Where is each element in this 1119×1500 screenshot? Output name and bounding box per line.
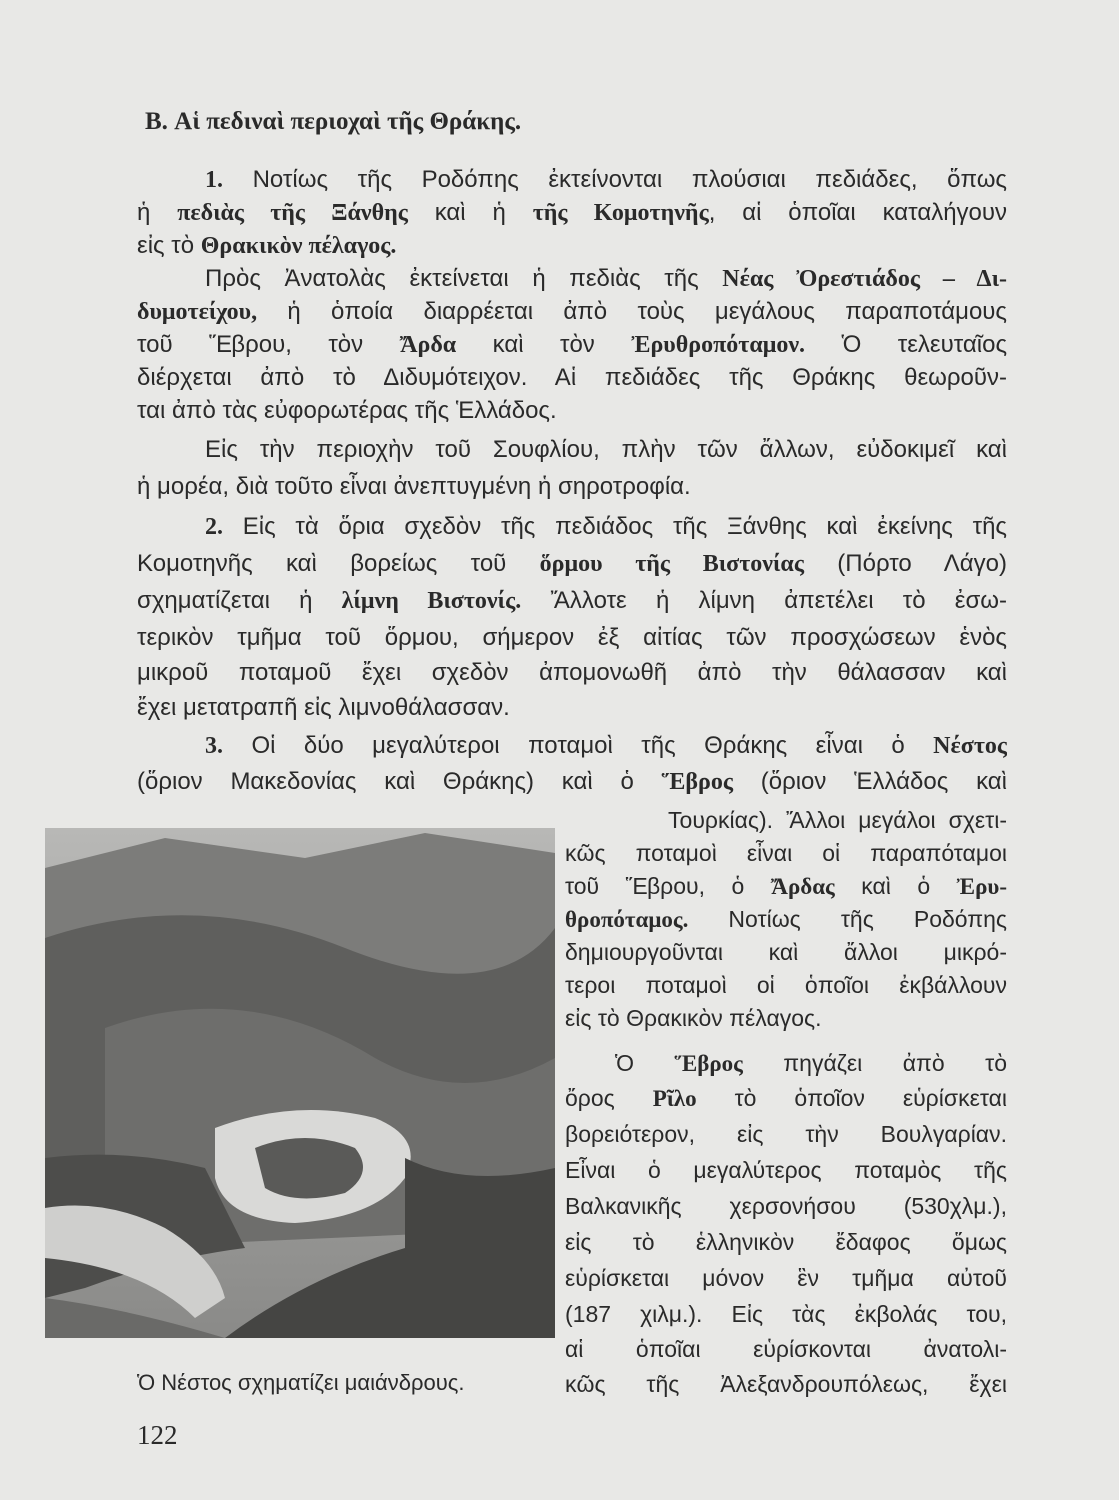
text-segment: ἡ ὁποία διαρρέεται ἀπὸ τοὺς μεγάλους παραποτάμους xyxy=(257,298,1007,325)
text-segment: τοῦ Ἕβρου, ὁ xyxy=(565,873,771,899)
text-segment: ἡ xyxy=(137,199,178,226)
text-segment: , αἱ ὁποῖαι καταλήγουν xyxy=(708,199,1007,226)
text-line xyxy=(565,1001,1007,1035)
text-segment: Νοτίως τῆς Ροδόπης ἐκτείνονται πλούσιαι πεδιάδες, ὅπως xyxy=(223,166,1007,193)
bold-term: Ἄρδας xyxy=(770,874,835,899)
text-line xyxy=(668,803,1007,837)
text-segment: διέρχεται ἀπὸ τὸ Διδυμότειχον. Αἱ πεδιάδες τῆς Θράκης θεωροῦν- xyxy=(137,364,1007,391)
text-line xyxy=(137,229,1007,263)
text-line xyxy=(205,262,1007,296)
text-line xyxy=(205,163,1007,197)
bold-term: πεδιὰς τῆς Ξάνθης xyxy=(177,200,408,226)
text-segment: εἰς τὸ ἑλληνικὸν ἔδαφος ὅμως xyxy=(565,1229,1007,1255)
text-line xyxy=(565,1081,1007,1115)
text-segment: Ἄλλοτε ἡ λίμνη ἀπετέλει τὸ ἐσω- xyxy=(521,587,1007,614)
text-segment: καὶ ὁ xyxy=(834,873,957,899)
text-line xyxy=(137,547,1007,581)
bold-term: Ἐρυ- xyxy=(956,874,1007,899)
text-line xyxy=(565,1225,1007,1259)
text-segment: Βαλκανικῆς χερσονήσου (530χλμ.), xyxy=(565,1193,1007,1219)
bold-term: δυμοτείχου, xyxy=(137,299,258,325)
text-line xyxy=(137,621,1007,655)
text-line xyxy=(137,470,1007,504)
text-line xyxy=(615,1046,1007,1080)
text-line xyxy=(137,584,1007,618)
text-line xyxy=(137,328,1007,362)
section-heading: B. Αἱ πεδιναὶ περιοχαὶ τῆς Θράκης. xyxy=(145,108,522,135)
text-segment: τεροι ποταμοὶ οἱ ὁποῖοι ἐκβάλλουν xyxy=(565,972,1007,998)
text-segment: (ὅριον Μακεδονίας καὶ Θράκης) καὶ ὁ xyxy=(137,768,662,795)
text-segment: πηγάζει ἀπὸ τὸ xyxy=(742,1050,1007,1076)
bold-term: λίμνη Βιστονίς. xyxy=(341,588,522,614)
text-segment: ἔχει μετατραπῆ εἰς λιμνοθάλασσαν. xyxy=(137,694,510,721)
bold-term: Ἕβρος xyxy=(674,1051,743,1076)
text-segment: δημιουργοῦνται καὶ ἄλλοι μικρό- xyxy=(565,939,1007,965)
text-line xyxy=(565,1117,1007,1151)
text-segment: Εἶναι ὁ μεγαλύτερος ποταμὸς τῆς xyxy=(565,1157,1007,1183)
text-line xyxy=(137,361,1007,395)
text-segment: ὄρος xyxy=(565,1085,653,1111)
text-line xyxy=(565,1189,1007,1223)
text-line xyxy=(137,765,1007,799)
text-segment: εἰς τὸ Θρακικὸν πέλαγος. xyxy=(565,1005,822,1031)
text-segment: Κομοτηνῆς καὶ βορείως τοῦ xyxy=(137,550,540,577)
text-segment: εἰς τὸ xyxy=(137,232,201,259)
bold-term: ὅρμου τῆς Βιστονίας xyxy=(539,551,804,577)
text-segment: (ὅριον Ἑλλάδος καὶ xyxy=(732,768,1007,795)
bold-term: Νέστος xyxy=(933,733,1007,759)
text-segment: σχηματίζεται ἡ xyxy=(137,587,342,614)
text-segment: Ὁ xyxy=(615,1050,675,1076)
text-segment: κῶς τῆς Ἀλεξανδρουπόλεως, ἔχει xyxy=(565,1371,1007,1397)
text-segment: βορειότερον, εἰς τὴν Βουλγαρίαν. xyxy=(565,1121,1007,1147)
text-line xyxy=(565,1367,1007,1401)
text-line xyxy=(565,836,1007,870)
page-number: 122 xyxy=(137,1420,178,1450)
bold-term: Θρακικὸν πέλαγος. xyxy=(200,233,397,259)
text-line xyxy=(205,433,1007,467)
bold-term: Ρῖλο xyxy=(652,1086,697,1111)
bold-term: Ἄρδα xyxy=(399,332,457,358)
text-line xyxy=(137,394,1007,428)
bold-term: 1. xyxy=(205,167,223,193)
text-line xyxy=(565,1153,1007,1187)
bold-term: 3. xyxy=(205,733,223,759)
text-segment: (187 χιλμ.). Εἰς τὰς ἐκβολάς του, xyxy=(565,1301,1007,1327)
text-line xyxy=(137,196,1007,230)
photo-nestos-meanders xyxy=(45,828,555,1338)
text-line xyxy=(565,1261,1007,1295)
text-segment: κῶς ποταμοὶ εἶναι οἱ παραπόταμοι xyxy=(565,840,1007,866)
text-segment: Εἰς τὰ ὅρια σχεδὸν τῆς πεδιάδος τῆς Ξάνθης καὶ ἐκείνης τῆς xyxy=(223,513,1007,540)
bold-term: Νέας Ὀρεστιάδος – Δι- xyxy=(722,266,1007,292)
text-line xyxy=(565,935,1007,969)
text-line xyxy=(565,1297,1007,1331)
text-line xyxy=(137,691,1007,725)
text-segment: Ὁ τελευταῖος xyxy=(805,331,1007,358)
text-segment: τοῦ Ἕβρου, τὸν xyxy=(137,331,400,358)
text-segment: Νοτίως τῆς Ροδόπης xyxy=(688,906,1007,932)
photo-caption: Ὁ Νέστος σχηματίζει μαιάνδρους. xyxy=(137,1370,465,1395)
text-segment: αἱ ὁποῖαι εὑρίσκονται ἀνατολι- xyxy=(565,1336,1007,1362)
text-line xyxy=(137,295,1007,329)
text-line xyxy=(565,968,1007,1002)
text-segment: μικροῦ ποταμοῦ ἔχει σχεδὸν ἀπομονωθῆ ἀπὸ τὴν θάλασσαν καὶ xyxy=(137,659,1007,686)
bold-term: θροπόταμος. xyxy=(565,907,689,932)
text-segment: εὑρίσκεται μόνον ἓν τμῆμα αὐτοῦ xyxy=(565,1265,1007,1291)
bold-term: Ἐρυθροπόταμον. xyxy=(631,332,806,358)
bold-term: τῆς Κομοτηνῆς xyxy=(532,200,709,226)
text-line xyxy=(565,869,1007,903)
text-segment: καὶ τὸν xyxy=(456,331,632,358)
text-segment: ἡ μορέα, διὰ τοῦτο εἶναι ἀνεπτυγμένη ἡ σηροτροφία. xyxy=(137,473,691,500)
text-line xyxy=(205,729,1007,763)
text-line xyxy=(565,902,1007,936)
text-segment: τὸ ὁποῖον εὑρίσκεται xyxy=(696,1085,1007,1111)
text-segment: τερικὸν τμῆμα τοῦ ὅρμου, σήμερον ἐξ αἰτίας τῶν προσχώσεων ἑνὸς xyxy=(137,624,1007,651)
text-line xyxy=(565,1332,1007,1366)
text-segment: Οἱ δύο μεγαλύτεροι ποταμοὶ τῆς Θράκης εἶναι ὁ xyxy=(223,732,934,759)
text-segment: ται ἀπὸ τὰς εὐφορωτέρας τῆς Ἑλλάδος. xyxy=(137,397,557,424)
text-line xyxy=(137,656,1007,690)
text-segment: Πρὸς Ἀνατολὰς ἐκτείνεται ἡ πεδιὰς τῆς xyxy=(205,265,723,292)
bold-term: 2. xyxy=(205,514,223,540)
text-segment: (Πόρτο Λάγο) xyxy=(803,550,1007,577)
text-segment: Εἰς τὴν περιοχὴν τοῦ Σουφλίου, πλὴν τῶν ἄλλων, εὐδοκιμεῖ καὶ xyxy=(205,436,1007,463)
text-segment: καὶ ἡ xyxy=(407,199,533,226)
text-line xyxy=(205,510,1007,544)
bold-term: Ἕβρος xyxy=(661,769,733,795)
text-segment: Τουρκίας). Ἄλλοι μεγάλοι σχετι- xyxy=(668,807,1007,833)
